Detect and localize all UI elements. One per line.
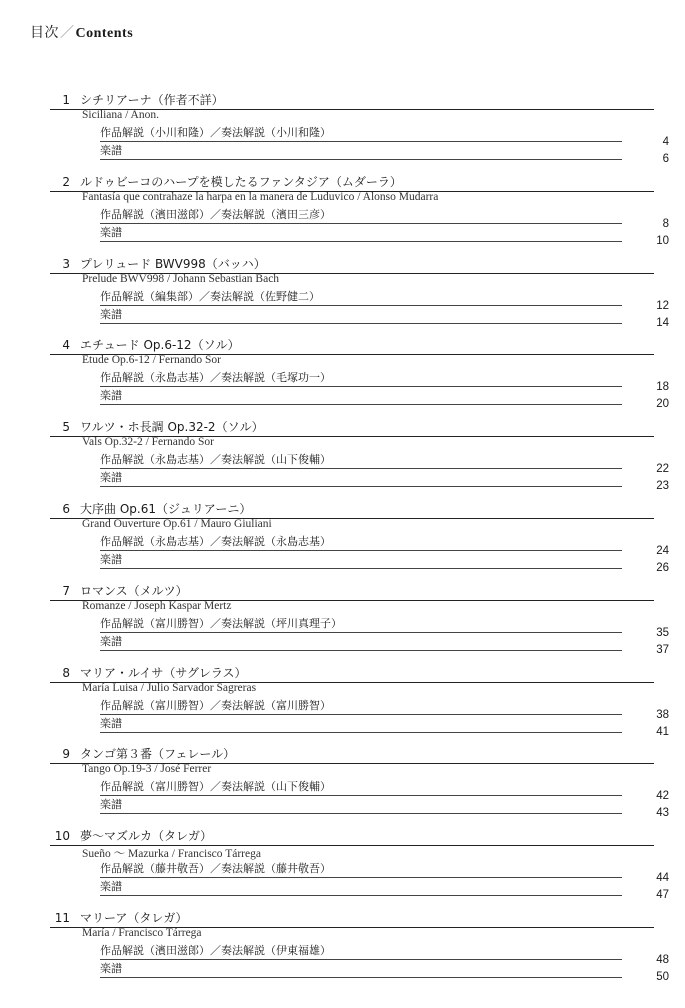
- entry-number: 11: [54, 910, 70, 925]
- toc-entry: [0, 583, 685, 665]
- commentary-line[interactable]: [100, 535, 622, 551]
- toc-entry: [0, 337, 685, 419]
- commentary-label: 作品解説（永島志基）／奏法解説（山下俊輔）: [100, 453, 331, 467]
- commentary-label: 作品解説（富川勝智）／奏法解説（坪川真理子）: [100, 616, 342, 630]
- commentary-label: 作品解説（富川勝智）／奏法解説（山下俊輔）: [100, 780, 331, 794]
- entry-subtitle: Vals Op.32-2 / Fernando Sor: [82, 436, 214, 449]
- entry-title: プレリュード BWV998（バッハ）: [80, 256, 266, 271]
- score-line[interactable]: [100, 471, 622, 487]
- commentary-line[interactable]: [100, 453, 622, 469]
- commentary-label: 作品解説（永島志基）／奏法解説（永島志基）: [100, 534, 331, 548]
- score-line[interactable]: [100, 798, 622, 814]
- entry-number: 7: [62, 583, 70, 598]
- commentary-page-number: 22: [656, 463, 669, 476]
- commentary-label: 作品解説（編集部）／奏法解説（佐野健二）: [100, 289, 320, 303]
- entry-subtitle: Tango Op.19-3 / José Ferrer: [82, 763, 212, 776]
- entry-number: 4: [62, 338, 70, 353]
- commentary-page-number: 42: [656, 790, 669, 803]
- title-separator: ／: [60, 25, 75, 41]
- entry-subtitle: María Luisa / Julio Sarvador Sagreras: [82, 681, 257, 694]
- entry-subtitle: Romanze / Joseph Kaspar Mertz: [82, 599, 232, 612]
- score-line[interactable]: [100, 226, 622, 242]
- commentary-line[interactable]: [100, 944, 622, 960]
- entry-title: ルドゥビーコのハープを模したるファンタジア（ムダーラ）: [80, 174, 402, 189]
- score-page-number: 43: [656, 807, 669, 820]
- score-page-number: 37: [656, 643, 669, 656]
- entry-title: 夢〜マズルカ（タレガ）: [80, 829, 213, 844]
- entry-subtitle: Prelude BWV998 / Johann Sebastian Bach: [82, 272, 280, 285]
- commentary-page-number: 18: [656, 381, 669, 394]
- entry-number: 5: [62, 420, 70, 435]
- commentary-label: 作品解説（藤井敬吾）／奏法解説（藤井敬吾）: [100, 862, 331, 876]
- entry-heading[interactable]: [50, 746, 654, 764]
- score-label: 楽譜: [100, 634, 122, 648]
- entry-number: 6: [62, 501, 70, 516]
- entry-heading[interactable]: [50, 337, 654, 355]
- score-label: 楽譜: [100, 798, 122, 812]
- entry-title: ワルツ・ホ長調 Op.32-2（ソル）: [80, 420, 264, 435]
- entry-heading[interactable]: [50, 583, 654, 601]
- commentary-line[interactable]: [100, 371, 622, 387]
- score-page-number: 14: [656, 316, 669, 329]
- score-label: 楽譜: [100, 307, 122, 321]
- score-page-number: 23: [656, 480, 669, 493]
- commentary-page-number: 4: [662, 136, 669, 148]
- entry-title: マリア・ルイサ（サグレラス）: [80, 665, 247, 680]
- score-label: 楽譜: [100, 389, 122, 403]
- score-line[interactable]: [100, 635, 622, 651]
- toc-entry: [0, 910, 685, 992]
- entry-subtitle: Etude Op.6-12 / Fernando Sor: [82, 354, 221, 367]
- entry-heading[interactable]: [50, 501, 654, 519]
- toc-entry: [0, 92, 685, 174]
- entry-subtitle: María / Francisco Tárrega: [82, 926, 202, 939]
- score-label: 楽譜: [100, 716, 122, 730]
- score-line[interactable]: [100, 389, 622, 405]
- entry-subtitle: Fantasía que contrahaze la harpa en la manera de Luduvico / Alonso Mudarra: [82, 190, 439, 203]
- commentary-label: 作品解説（永島志基）／奏法解説（毛塚功一）: [100, 371, 331, 385]
- score-line[interactable]: [100, 308, 622, 324]
- score-page-number: 10: [656, 234, 669, 247]
- entry-number: 1: [62, 93, 70, 107]
- entry-heading[interactable]: [50, 92, 654, 110]
- toc-entry: [0, 419, 685, 501]
- entry-title: エチュード Op.6-12（ソル）: [80, 338, 240, 353]
- entry-number: 3: [62, 256, 70, 271]
- score-line[interactable]: [100, 144, 622, 160]
- score-page-number: 6: [662, 153, 669, 165]
- score-line[interactable]: [100, 880, 622, 896]
- entry-subtitle: Sueño 〜 Mazurka / Francisco Tárrega: [82, 848, 261, 861]
- page-title: [30, 22, 133, 42]
- entry-title: マリーア（タレガ）: [80, 910, 188, 925]
- score-label: 楽譜: [100, 961, 122, 975]
- entry-heading[interactable]: [50, 665, 654, 683]
- entry-heading[interactable]: [50, 910, 654, 928]
- score-page-number: 41: [656, 725, 669, 738]
- entry-heading[interactable]: [50, 256, 654, 274]
- entry-number: 9: [62, 747, 70, 762]
- commentary-page-number: 12: [656, 299, 669, 312]
- toc-entry: [0, 256, 685, 338]
- commentary-page-number: 44: [656, 872, 669, 885]
- entry-subtitle: Siciliana / Anon.: [82, 109, 159, 121]
- score-page-number: 20: [656, 398, 669, 411]
- commentary-line[interactable]: [100, 862, 622, 878]
- entry-number: 2: [62, 174, 70, 189]
- score-label: 楽譜: [100, 471, 122, 485]
- commentary-page-number: 35: [656, 626, 669, 639]
- score-line[interactable]: [100, 553, 622, 569]
- commentary-page-number: 8: [662, 217, 669, 230]
- toc-entry: [0, 746, 685, 828]
- score-page-number: 50: [656, 970, 669, 983]
- toc-entry: [0, 501, 685, 583]
- commentary-line[interactable]: [100, 780, 622, 796]
- entry-number: 8: [62, 665, 70, 680]
- score-line[interactable]: [100, 962, 622, 978]
- toc-entry: [0, 174, 685, 256]
- commentary-line[interactable]: [100, 617, 622, 633]
- commentary-label: 作品解説（濱田滋郎）／奏法解説（伊東福雄）: [100, 943, 331, 957]
- commentary-line[interactable]: [100, 126, 622, 142]
- entry-title: ロマンス（メルツ）: [80, 583, 188, 598]
- commentary-label: 作品解説（小川和隆）／奏法解説（小川和隆）: [100, 126, 331, 139]
- entry-heading[interactable]: [50, 419, 654, 437]
- toc-entry: [0, 828, 685, 910]
- score-page-number: 26: [656, 561, 669, 574]
- entry-subtitle: Grand Ouverture Op.61 / Mauro Giuliani: [82, 517, 272, 530]
- entry-number: 10: [54, 829, 70, 844]
- entry-title: タンゴ第３番（フェレール）: [80, 747, 236, 762]
- score-label: 楽譜: [100, 880, 122, 894]
- entry-heading[interactable]: [50, 174, 654, 192]
- score-label: 楽譜: [100, 144, 122, 157]
- score-label: 楽譜: [100, 552, 122, 566]
- commentary-line[interactable]: [100, 290, 622, 306]
- entry-title: シチリアーナ（作者不詳）: [80, 93, 224, 107]
- title-jp: 目次: [30, 25, 59, 41]
- entry-heading[interactable]: [50, 828, 654, 846]
- commentary-line[interactable]: [100, 208, 622, 224]
- commentary-page-number: 24: [656, 544, 669, 557]
- entry-title: 大序曲 Op.61（ジュリアーニ）: [80, 501, 252, 516]
- score-line[interactable]: [100, 717, 622, 733]
- score-page-number: 47: [656, 889, 669, 902]
- score-label: 楽譜: [100, 225, 122, 239]
- table-of-contents: [0, 92, 685, 992]
- commentary-page-number: 48: [656, 953, 669, 966]
- commentary-page-number: 38: [656, 708, 669, 721]
- commentary-line[interactable]: [100, 699, 622, 715]
- commentary-label: 作品解説（濱田滋郎）／奏法解説（濱田三彦）: [100, 207, 331, 221]
- title-en: Contents: [75, 26, 134, 41]
- commentary-label: 作品解説（富川勝智）／奏法解説（富川勝智）: [100, 698, 331, 712]
- toc-entry: [0, 665, 685, 747]
